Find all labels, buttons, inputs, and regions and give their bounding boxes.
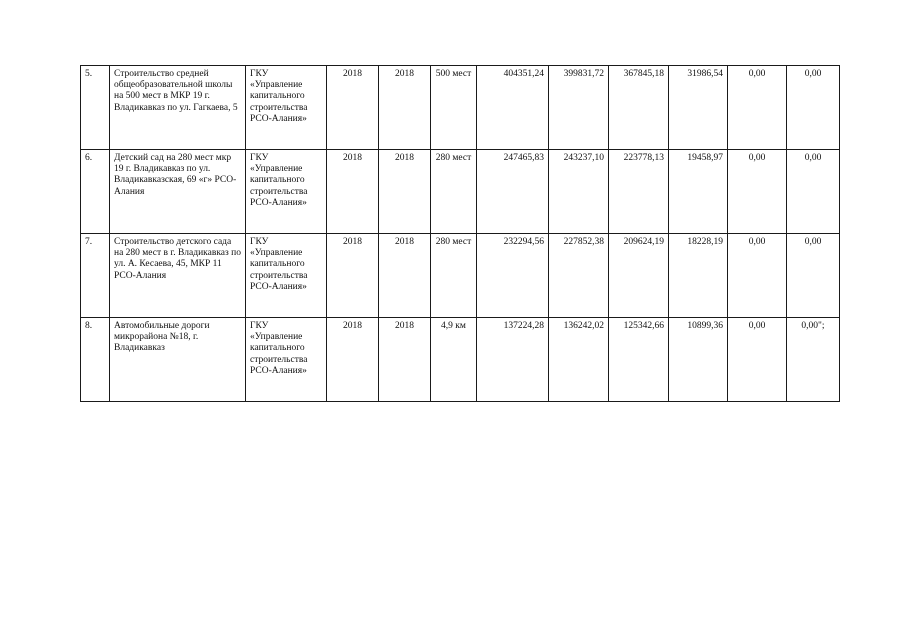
end-year: 2018 xyxy=(379,66,431,150)
start-year: 2018 xyxy=(327,66,379,150)
object-name: Автомобильные дороги микрорайона №18, г. Владикавказ xyxy=(110,318,246,402)
amount-4: 10899,36 xyxy=(669,318,728,402)
row-number: 5. xyxy=(81,66,110,150)
customer-organization: ГКУ «Управление капитального строительства РСО-Алания» xyxy=(246,234,327,318)
table-row xyxy=(81,318,840,402)
start-year: 2018 xyxy=(327,234,379,318)
start-year: 2018 xyxy=(327,150,379,234)
amount-2: 136242,02 xyxy=(549,318,609,402)
amount-1: 232294,56 xyxy=(477,234,549,318)
object-name: Строительство средней общеобразовательной школы на 500 мест в МКР 19 г. Владикавказ по ул. Гагкаева, 5 xyxy=(110,66,246,150)
object-name: Детский сад на 280 мест мкр 19 г. Владикавказ по ул. Владикавказская, 69 «г» РСО-Алания xyxy=(110,150,246,234)
amount-2: 227852,38 xyxy=(549,234,609,318)
amount-1: 404351,24 xyxy=(477,66,549,150)
amount-6: 0,00"; xyxy=(787,318,840,402)
capacity: 280 мест xyxy=(431,150,477,234)
amount-5: 0,00 xyxy=(728,234,787,318)
customer-organization: ГКУ «Управление капитального строительства РСО-Алания» xyxy=(246,318,327,402)
object-name: Строительство детского сада на 280 мест в г. Владикавказ по ул. А. Кесаева, 45, МКР 11 РСО-Алания xyxy=(110,234,246,318)
construction-objects-table xyxy=(80,65,840,402)
amount-4: 31986,54 xyxy=(669,66,728,150)
amount-3: 223778,13 xyxy=(609,150,669,234)
table-row xyxy=(81,234,840,318)
customer-organization: ГКУ «Управление капитального строительства РСО-Алания» xyxy=(246,150,327,234)
end-year: 2018 xyxy=(379,234,431,318)
capacity: 500 мест xyxy=(431,66,477,150)
row-number: 6. xyxy=(81,150,110,234)
capacity: 280 мест xyxy=(431,234,477,318)
amount-5: 0,00 xyxy=(728,150,787,234)
amount-5: 0,00 xyxy=(728,318,787,402)
amount-1: 247465,83 xyxy=(477,150,549,234)
capacity: 4,9 км xyxy=(431,318,477,402)
end-year: 2018 xyxy=(379,318,431,402)
table-row xyxy=(81,66,840,150)
start-year: 2018 xyxy=(327,318,379,402)
amount-2: 399831,72 xyxy=(549,66,609,150)
amount-3: 367845,18 xyxy=(609,66,669,150)
amount-3: 209624,19 xyxy=(609,234,669,318)
row-number: 8. xyxy=(81,318,110,402)
row-number: 7. xyxy=(81,234,110,318)
amount-4: 19458,97 xyxy=(669,150,728,234)
document-page xyxy=(80,65,840,402)
customer-organization: ГКУ «Управление капитального строительства РСО-Алания» xyxy=(246,66,327,150)
end-year: 2018 xyxy=(379,150,431,234)
amount-2: 243237,10 xyxy=(549,150,609,234)
amount-1: 137224,28 xyxy=(477,318,549,402)
amount-4: 18228,19 xyxy=(669,234,728,318)
table-row xyxy=(81,150,840,234)
amount-5: 0,00 xyxy=(728,66,787,150)
amount-6: 0,00 xyxy=(787,66,840,150)
amount-6: 0,00 xyxy=(787,234,840,318)
amount-3: 125342,66 xyxy=(609,318,669,402)
amount-6: 0,00 xyxy=(787,150,840,234)
